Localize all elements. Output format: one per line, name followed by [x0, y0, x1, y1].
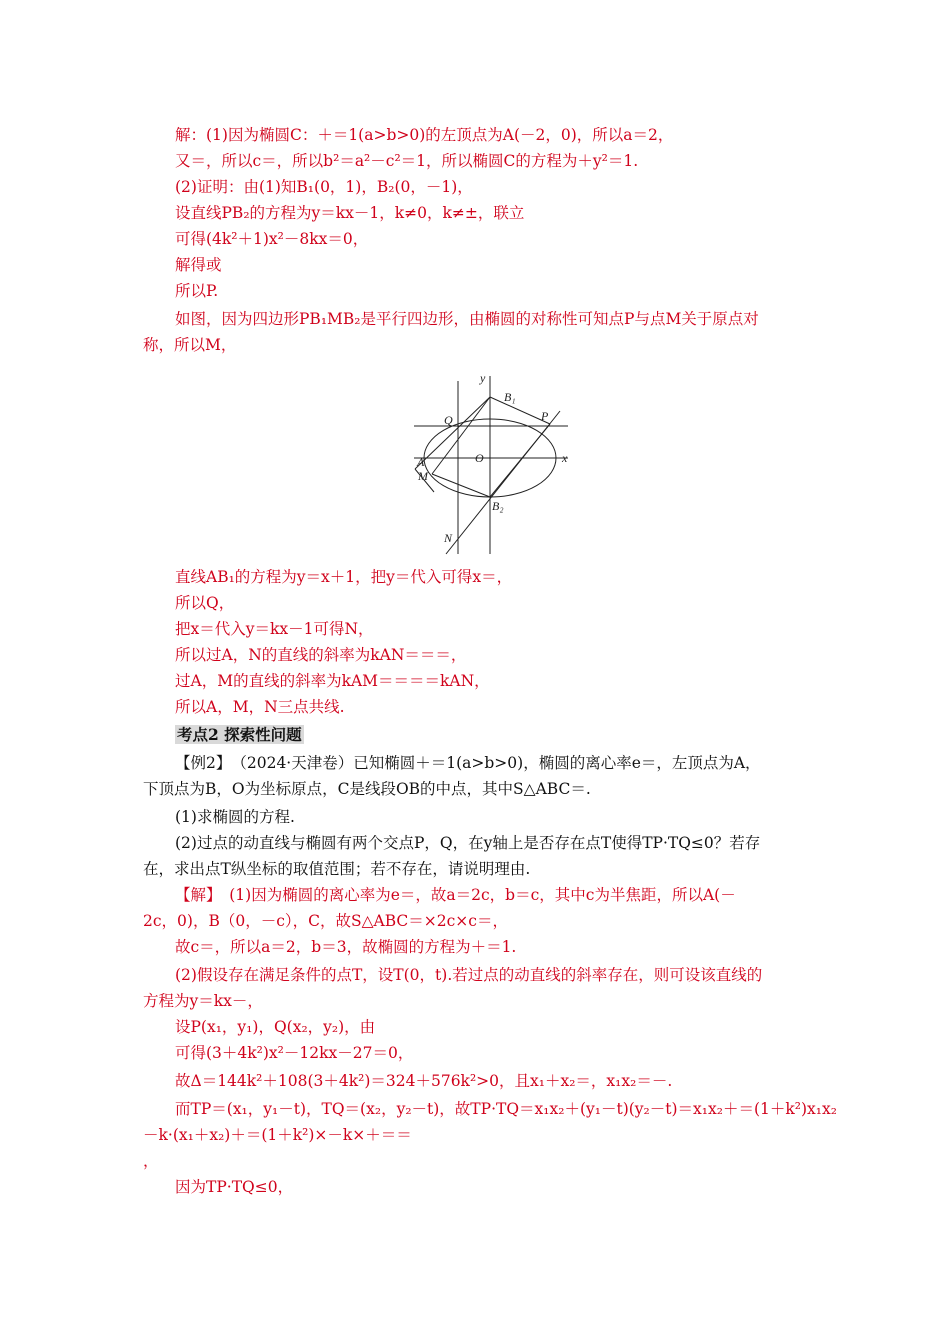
example-line: (1)求椭圆的方程. — [175, 808, 295, 826]
solution2-line: (2)假设存在满足条件的点T，设T(0，t).若过点的动直线的斜率存在，则可设该直线的 — [175, 966, 763, 984]
solution1b-line: 过A，M的直线的斜率为kAM＝＝＝＝kAN， — [175, 672, 490, 690]
example-line: (2)过点的动直线与椭圆有两个交点P，Q，在y轴上是否存在点T使得TP·TQ≤0？若存 — [175, 834, 761, 852]
example-line: 在，求出点T纵坐标的取值范围；若不存在，请说明理由. — [143, 860, 531, 878]
label-p: P — [541, 409, 549, 423]
section-title-row — [175, 724, 847, 746]
solution1-line: 称，所以M， — [143, 336, 237, 354]
label-q: Q — [444, 413, 453, 427]
solution1b-line: 所以过A，N的直线的斜率为kAN＝＝＝， — [175, 646, 467, 664]
label-m: M — [418, 469, 428, 483]
label-n: N — [444, 531, 453, 545]
solution1-line: 所以P. — [175, 282, 219, 300]
solution1b-line: 所以A，M，N三点共线. — [175, 698, 345, 716]
solution2-line: 2c，0)，B（0，－c），C，故S△ABC＝×2c×c＝， — [143, 912, 508, 930]
solution2-line: －k·(x₁＋x₂)＋＝(1＋k²)×－k×＋＝＝ — [143, 1126, 412, 1144]
solution2-line: 故c＝，所以a＝2，b＝3，故椭圆的方程为＋＝1. — [175, 938, 517, 956]
solution1b-line: 把x＝代入y＝kx－1可得N， — [175, 620, 374, 638]
example-line: 【例2】 （2024·天津卷）已知椭圆＋＝1(a>b>0)，椭圆的离心率e＝，左顶点为A， — [175, 754, 761, 772]
solution2-line: 因为TP·TQ≤0， — [175, 1178, 294, 1196]
solution1-line: 设直线PB₂的方程为y＝kx－1，k≠0，k≠±，联立 — [175, 204, 525, 222]
label-o: O — [475, 451, 484, 465]
solution1-line: 可得(4k²＋1)x²－8kx＝0， — [175, 230, 369, 248]
solution2-line: 设P(x₁，y₁)，Q(x₂，y₂)，由 — [175, 1018, 376, 1036]
solution1b-line: 所以Q， — [175, 594, 235, 612]
solution1b-line: 直线AB₁的方程为y＝x＋1，把y＝代入可得x＝， — [175, 568, 513, 586]
label-x: x — [562, 451, 568, 465]
solution1-line: 解：(1)因为椭圆C：＋＝1(a>b>0)的左顶点为A(－2，0)，所以a＝2， — [175, 126, 674, 144]
solution1-line: (2)证明：由(1)知B₁(0，1)，B₂(0，－1)， — [175, 178, 473, 196]
solution2-line: 可得(3＋4k²)x²－12kx－27＝0， — [175, 1044, 414, 1062]
section-title: 考点2 探索性问题 — [177, 725, 302, 744]
ellipse-figure — [410, 366, 570, 556]
solution2-line: 故Δ＝144k²＋108(3＋4k²)＝324＋576k²>0，且x₁＋x₂＝，x₁x₂＝－. — [175, 1072, 673, 1090]
solution2-line: 方程为y＝kx－， — [143, 992, 263, 1010]
label-a: A — [417, 455, 425, 469]
solution1-line: 又＝，所以c＝，所以b²＝a²－c²＝1，所以椭圆C的方程为＋y²＝1. — [175, 152, 639, 170]
solution1-line: 如图，因为四边形PB₁MB₂是平行四边形，由椭圆的对称性可知点P与点M关于原点对 — [175, 310, 759, 328]
solution1-line: 解得或 — [175, 256, 222, 274]
label-b2: B₂ — [492, 499, 504, 513]
solution2-line: ， — [143, 1152, 159, 1170]
label-y: y — [480, 371, 486, 385]
solution2-line: 而TP＝(x₁，y₁－t)，TQ＝(x₂，y₂－t)，故TP·TQ＝x₁x₂＋(y₁－t)(y₂－t)＝x₁x₂＋＝(1＋k²)x₁x₂ — [175, 1100, 837, 1118]
solution2-line: 【解】 (1)因为椭圆的离心率为e＝，故a＝2c，b＝c，其中c为半焦距，所以A(－ — [175, 886, 736, 904]
label-b1: B₁ — [504, 390, 516, 404]
example-line: 下顶点为B，O为坐标原点，C是线段OB的中点，其中S△ABC＝. — [143, 780, 591, 798]
